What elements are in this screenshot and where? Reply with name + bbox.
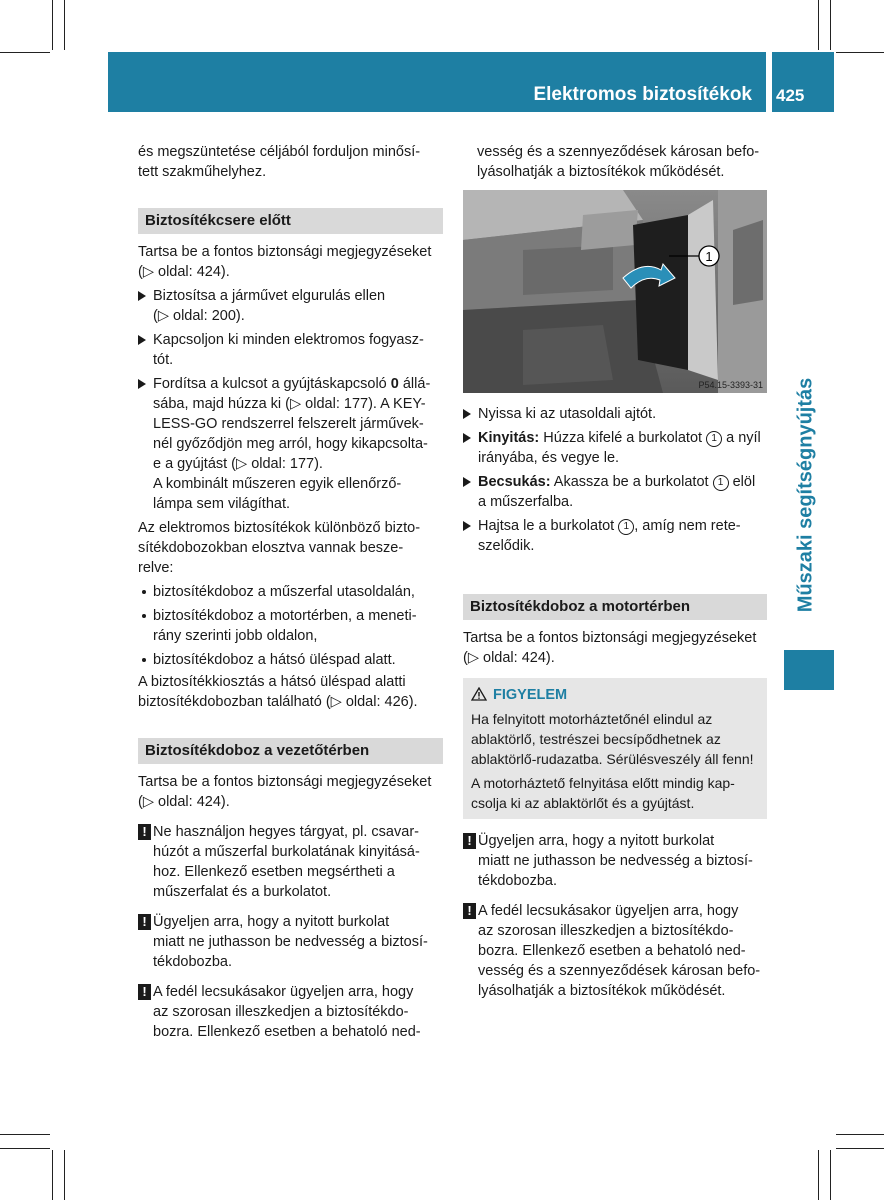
step-text: Fordítsa a kulcsot a gyújtáskapcsoló <box>153 376 391 392</box>
step-line: nél győződjön meg arról, hogy kikapcsolta- <box>153 436 428 452</box>
paragraph-line: Tartsa be a fontos biztonsági megjegyzéseket <box>463 630 757 646</box>
step-line: lámpa sem világíthat. <box>153 496 291 512</box>
warning-title: FIGYELEM <box>493 687 568 703</box>
step-bold: Becsukás: <box>478 474 551 490</box>
note-line: az szorosan illeszkedjen a biztosítékdo- <box>153 1004 409 1020</box>
step-line: Biztosítsa a járművet elgurulás ellen <box>153 288 386 304</box>
list-line: rány szerinti jobb oldalon, <box>153 628 318 644</box>
page-number-box <box>772 52 834 112</box>
step-item <box>463 516 767 556</box>
intro-line: tett szakműhelyhez. <box>138 164 267 180</box>
section-heading: Biztosítékdoboz a vezetőtérben <box>138 738 443 764</box>
step-arrow-icon <box>138 379 146 389</box>
step-arrow-icon <box>463 521 471 531</box>
step-item <box>463 428 767 468</box>
warning-line: Ha felnyitott motorháztetőnél elindul az <box>471 711 713 727</box>
crop-mark <box>52 1150 53 1200</box>
step-line: szelődik. <box>478 538 535 554</box>
page-number: 425 <box>776 86 805 105</box>
list-line: biztosítékdoboz a hátsó üléspad alatt. <box>153 652 396 668</box>
crop-mark <box>0 1148 50 1149</box>
step-arrow-icon <box>138 335 146 345</box>
paragraph-line: biztosítékdobozban található (▷ oldal: 426). <box>138 694 418 710</box>
note-line: A fedél lecsukásakor ügyeljen arra, hogy <box>478 903 739 919</box>
list-item <box>138 606 443 646</box>
step-line: e a gyújtást (▷ oldal: 177). <box>153 456 323 472</box>
list-item <box>138 650 443 670</box>
step-text: , amíg nem rete- <box>634 518 741 534</box>
side-tab-label: Műszaki segítségnyújtás <box>794 377 817 613</box>
crop-mark <box>0 1134 50 1135</box>
step-item <box>463 472 767 512</box>
step-line: a műszerfalba. <box>478 494 574 510</box>
paragraph-line: (▷ oldal: 424). <box>138 264 230 280</box>
note-line: miatt ne juthasson be nedvesség a biztosí- <box>153 934 428 950</box>
step-item <box>138 286 443 326</box>
crop-mark <box>64 0 65 50</box>
step-text: Húzza kifelé a burkolatot <box>539 430 707 446</box>
step-text: Hajtsa le a burkolatot <box>478 518 619 534</box>
right-column <box>463 404 767 1001</box>
crop-mark <box>52 0 53 50</box>
glovebox-photo <box>463 190 767 393</box>
paragraph-line: A biztosítékkiosztás a hátsó üléspad alatti <box>138 674 406 690</box>
exclamation-icon: ! <box>463 833 476 849</box>
note-item <box>138 822 443 902</box>
warning-triangle-icon <box>471 687 487 701</box>
note-line: Ne használjon hegyes tárgyat, pl. csavar- <box>153 824 419 840</box>
bullet-dot-icon <box>142 614 146 618</box>
list-item <box>138 582 443 602</box>
callout-circle-icon: 1 <box>618 519 634 535</box>
callout-number: 1 <box>705 249 713 264</box>
warning-header <box>471 684 759 705</box>
paragraph-line: (▷ oldal: 424). <box>138 794 230 810</box>
step-arrow-icon <box>463 477 471 487</box>
exclamation-icon: ! <box>138 914 151 930</box>
crop-mark <box>830 1150 831 1200</box>
note-line: bozra. Ellenkező esetben a behatoló ned- <box>153 1024 421 1040</box>
crop-mark <box>836 1134 884 1135</box>
step-item <box>138 374 443 514</box>
note-line: Ügyeljen arra, hogy a nyitott burkolat <box>153 914 390 930</box>
exclamation-icon: ! <box>463 903 476 919</box>
bullet-dot-icon <box>142 590 146 594</box>
step-line: (▷ oldal: 200). <box>153 308 245 324</box>
note-line: tékdobozba. <box>153 954 233 970</box>
note-line: húzót a műszerfal burkolatának kinyitásá- <box>153 844 420 860</box>
note-line: tékdobozba. <box>478 873 558 889</box>
step-line: irányába, és vegye le. <box>478 450 620 466</box>
note-line: Ügyeljen arra, hogy a nyitott burkolat <box>478 833 715 849</box>
note-line: műszerfalat és a burkolatot. <box>153 884 332 900</box>
step-text: a nyíl <box>722 430 761 446</box>
paragraph-line: (▷ oldal: 424). <box>463 650 555 666</box>
step-item <box>138 330 443 370</box>
step-text: állá- <box>398 376 431 392</box>
step-line <box>478 472 767 492</box>
note-line: bozra. Ellenkező esetben a behatoló ned- <box>478 943 746 959</box>
paragraph-line: relve: <box>138 560 174 576</box>
paragraph-line: sítékdobozokban elosztva vannak besze- <box>138 540 404 556</box>
step-bold: 0 <box>390 376 399 392</box>
crop-mark <box>818 0 819 50</box>
crop-mark <box>830 0 831 50</box>
crop-mark <box>836 52 884 53</box>
list-line: biztosítékdoboz a műszerfal utasoldalán, <box>153 584 415 600</box>
step-line <box>478 516 767 536</box>
step-arrow-icon <box>138 291 146 301</box>
side-tab <box>776 345 836 645</box>
note-line: vesség és a szennyeződések károsan befo- <box>478 963 761 979</box>
step-line: tót. <box>153 352 174 368</box>
warning-line: ablaktörlő-rudazatba. Sérülésveszély áll fenn! <box>471 751 754 767</box>
right-column-top <box>477 142 769 182</box>
warning-line: A motorháztető felnyitása előtt mindig kap- <box>471 775 735 791</box>
image-code: P54.15-3393-31 <box>698 380 763 390</box>
header-bar <box>108 52 766 112</box>
note-line: A fedél lecsukásakor ügyeljen arra, hogy <box>153 984 414 1000</box>
section-title: Elektromos biztosítékok <box>533 84 752 105</box>
note-item <box>138 982 443 1042</box>
crop-mark <box>836 1148 884 1149</box>
note-line: miatt ne juthasson be nedvesség a biztosí- <box>478 853 753 869</box>
note-line: lyásolhatják a biztosítékok működését. <box>478 983 726 999</box>
step-line: sába, majd húzza ki (▷ oldal: 177). A KEY- <box>153 396 426 412</box>
step-line: A kombinált műszeren egyik ellenőrző- <box>153 476 402 492</box>
left-column <box>138 142 443 1042</box>
side-tab-block <box>784 650 834 690</box>
step-line: Kapcsoljon ki minden elektromos fogyasz- <box>153 332 424 348</box>
note-item <box>463 831 767 891</box>
intro-line: és megszüntetése céljából forduljon minősí- <box>138 144 421 160</box>
warning-box <box>463 678 767 819</box>
bullet-dot-icon <box>142 658 146 662</box>
step-line <box>153 374 443 394</box>
step-line <box>478 428 767 448</box>
crop-mark <box>64 1150 65 1200</box>
section-heading: Biztosítékcsere előtt <box>138 208 443 234</box>
note-item <box>138 912 443 972</box>
warning-line: ablaktörlő, testrészei becsípődhetnek az <box>471 731 721 747</box>
step-item <box>463 404 767 424</box>
list-line: biztosítékdoboz a motortérben, a meneti- <box>153 608 417 624</box>
warning-line: csolja ki az ablaktörlőt és a gyújtást. <box>471 795 695 811</box>
step-text: Akassza be a burkolatot <box>550 474 713 490</box>
crop-mark <box>0 52 50 53</box>
paragraph-line: lyásolhatják a biztosítékok működését. <box>477 164 725 180</box>
note-item <box>463 901 767 1001</box>
callout-circle-icon: 1 <box>706 431 722 447</box>
note-line: az szorosan illeszkedjen a biztosítékdo- <box>478 923 734 939</box>
step-line: Nyissa ki az utasoldali ajtót. <box>478 406 657 422</box>
paragraph-line: Tartsa be a fontos biztonsági megjegyzéseket <box>138 244 432 260</box>
paragraph-line: Az elektromos biztosítékok különböző bizto- <box>138 520 421 536</box>
step-line: LESS-GO rendszerrel felszerelt járművek- <box>153 416 424 432</box>
section-heading: Biztosítékdoboz a motortérben <box>463 594 767 620</box>
step-text: elöl <box>728 474 756 490</box>
paragraph-line: Tartsa be a fontos biztonsági megjegyzéseket <box>138 774 432 790</box>
callout-circle-icon: 1 <box>713 475 729 491</box>
crop-mark <box>818 1150 819 1200</box>
exclamation-icon: ! <box>138 984 151 1000</box>
paragraph-line: vesség és a szennyeződések károsan befo- <box>477 144 760 160</box>
step-arrow-icon <box>463 409 471 419</box>
note-line: hoz. Ellenkező esetben megsértheti a <box>153 864 395 880</box>
step-bold: Kinyitás: <box>478 430 540 446</box>
exclamation-icon: ! <box>138 824 151 840</box>
step-arrow-icon <box>463 433 471 443</box>
